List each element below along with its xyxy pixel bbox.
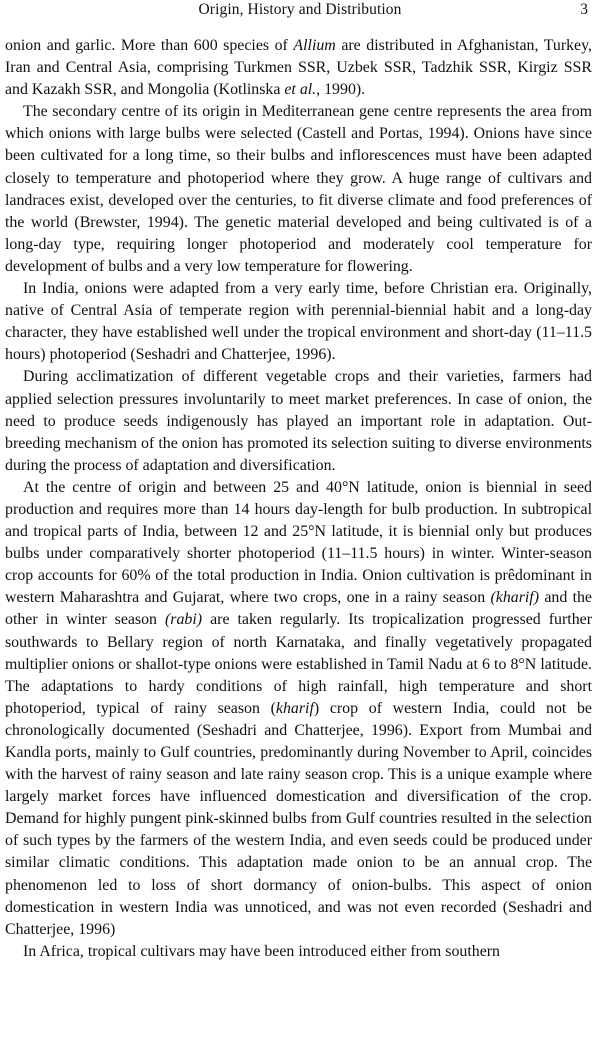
paragraph — [5, 941, 592, 963]
paragraph — [5, 477, 592, 941]
page-number: 3 — [580, 1, 588, 18]
italic-text: Allium — [293, 37, 336, 54]
italic-text: (kharif) — [490, 589, 540, 607]
text-run: ) crop of western India, could not be chronologically documented (Seshadri and Chatterjee, 1996). Export from Mumbai and Kandla ports, mainly to Gulf countries, predominantly during November to April, coincides with the harvest of rainy season and late rainy season crop. This is a unique example where largely market forces have influenced domestication and diversification of the crop. Demand for highly pungent pink-skinned bulbs from Gulf countries resulted in the selection of such types by the farmers of the western India, and even seeds could be produced under similar climatic conditions. This adaptation made onion to be an annual crop. The phenomenon led to loss of short dormancy of onion-bulbs. This aspect of onion domestication in western India was unnoticed, and was not even recorded (Seshadri and Chatterjee, 1996) — [5, 699, 592, 938]
running-head-title: Origin, History and Distribution — [198, 1, 402, 18]
text-run: are distributed in Afghanistan, Turkey, Iran and Central Asia, comprising Turkmen SSR, Uzbek SSR, Tadzhik SSR, Kirgiz SSR and Kazakh SSR, and Mongolia (Kotlinska — [5, 37, 592, 99]
text-run: The secondary centre of its origin in Mediterranean gene centre represents the area from which onions with large bulbs were selected (Castell and Portas, 1994). Onions have since been cultivated for a long time, so their bulbs and inflorescences must have been adapted closely to temperature and photoperiod where they grow. A huge range of cultivars and landraces exist, developed over the centuries, to fit diverse climate and food preferences of the world (Brewster, 1994). The genetic material developed and being cultivated is of a long-day type, requiring longer photoperiod and moderately cool temperature for development of bulbs and a very low temperature for flowering. — [5, 103, 592, 275]
text-run: During acclimatization of different vegetable crops and their varieties, farmers had applied selection pressures involuntarily to meet market preferences. In case of onion, the need to produce seeds indigenously has played an important role in adaptation. Out-breeding mechanism of the onion has promoted its selection suiting to diverse environments during the process of adaptation and diversification. — [5, 368, 592, 474]
text-run: , 1990). — [316, 81, 366, 99]
paragraph — [5, 35, 592, 101]
text-run: At the centre of origin and between 25 and 40°N latitude, onion is biennial in seed production and requires more than 14 hours day-length for bulb production. In subtropical and tropical parts of India, between 12 and 25°N latitude, it is biennial only but produces bulbs under comparatively shorter photoperiod (11–11.5 hours) in winter. Winter-season crop accounts for 60% of the total production in India. Onion cultivation is prêdominant in western Maharashtra and Gujarat, where two crops, one in a rainy season — [5, 478, 592, 607]
running-head — [0, 0, 600, 22]
italic-text: kharif — [275, 699, 314, 717]
body-text — [5, 35, 592, 963]
text-run: In Africa, tropical cultivars may have been introduced either from southern — [23, 942, 500, 960]
text-run: onion and garlic. More than 600 species of — [5, 37, 294, 54]
text-run: are taken regularly. Its tropicalization progressed further southwards to Bellary region of north Karnataka, and finally vegetatively propagated multiplier onions or shallot-type onions were established in Tamil Nadu at 6 to 8°N latitude. The adaptations to hardy conditions of high rainfall, high temperature and short photoperiod, typical of rainy season ( — [5, 611, 592, 717]
text-run: and the other in winter season — [5, 589, 592, 629]
italic-text: (rabi) — [165, 611, 203, 629]
italic-text: et al. — [284, 81, 317, 99]
paragraph — [5, 101, 592, 278]
paragraph — [5, 278, 592, 366]
paragraph — [5, 366, 592, 476]
text-run: In India, onions were adapted from a very early time, before Christian era. Originally, native of Central Asia of temperate region with perennial-biennial habit and a long-day character, they have established well under the tropical environment and short-day (11–11.5 hours) photoperiod (Seshadri and Chatterjee, 1996). — [5, 280, 592, 364]
